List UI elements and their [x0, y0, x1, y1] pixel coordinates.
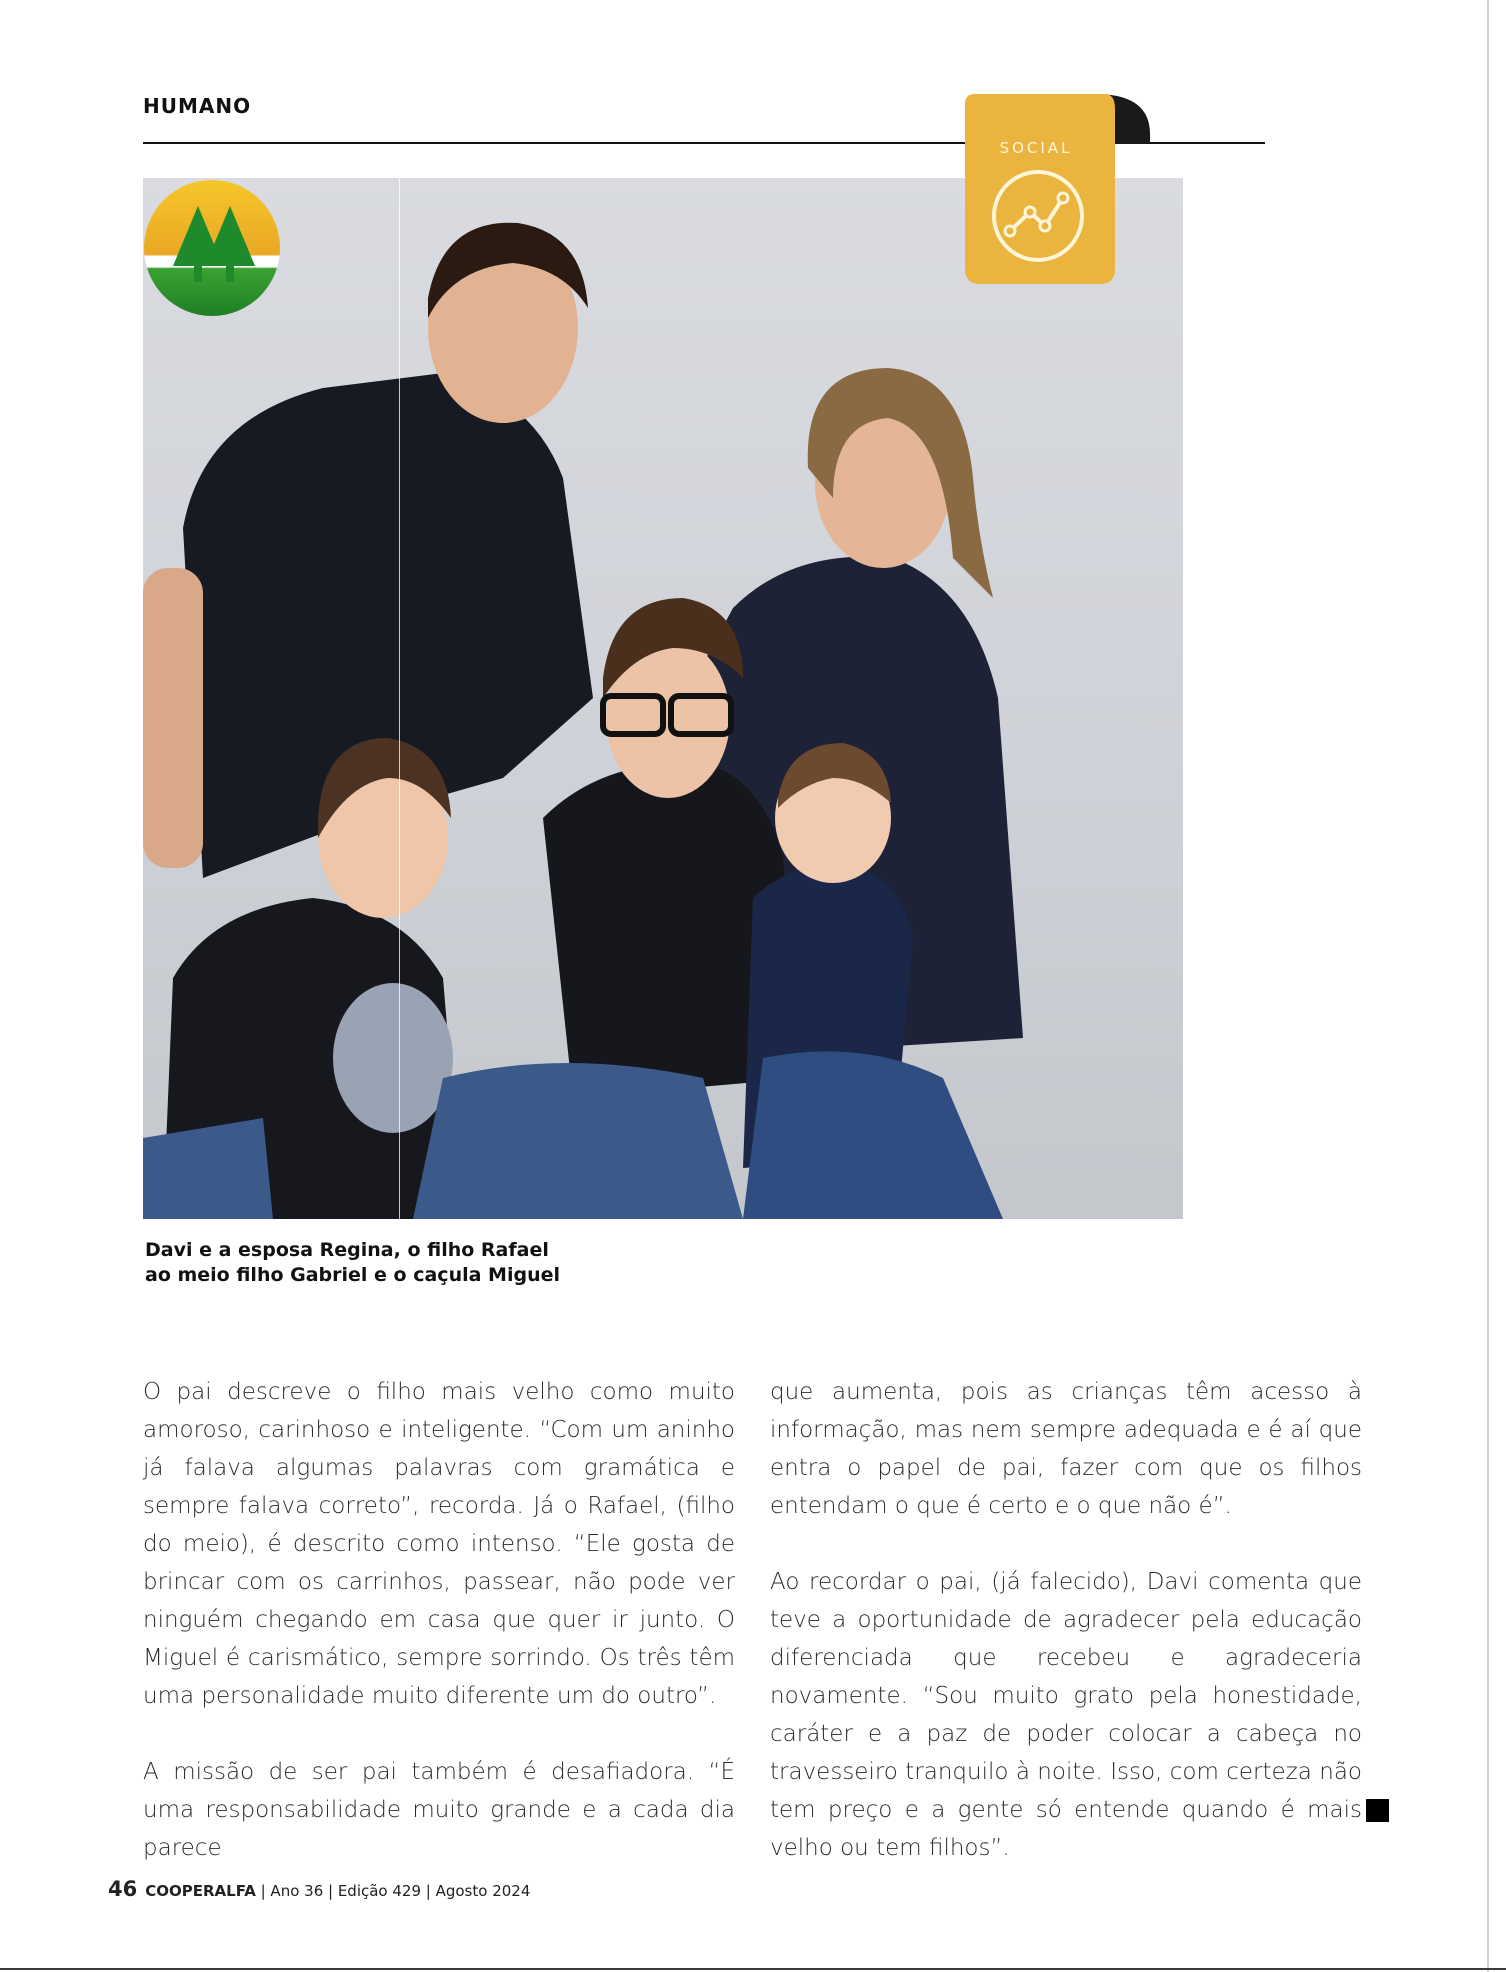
- article-column-left: [143, 1373, 735, 1905]
- social-badge-shape: [965, 94, 1150, 286]
- photo-caption-line-2: ao meio filho Gabriel e o caçula Miguel: [145, 1264, 560, 1286]
- article-end-mark: [1366, 1799, 1389, 1822]
- family-photo: [143, 178, 1183, 1219]
- family-photo-illustration: [143, 178, 1183, 1219]
- article-paragraph: A missão de ser pai também é desafiadora. “É uma responsabilidade muito grande e a cada dia parece: [143, 1759, 735, 1861]
- article-paragraph: que aumenta, pois as crianças têm acesso à informação, mas nem sempre adequada e é aí que entra o papel de pai, fazer com que os filhos entendam o que é certo e o que não é”.: [770, 1379, 1362, 1519]
- page-bottom-edge: [0, 1968, 1506, 1970]
- issue-details: | Ano 36 | Edição 429 | Agosto 2024: [255, 1882, 531, 1900]
- photo-caption: [145, 1238, 745, 1288]
- page-right-edge: [1487, 0, 1489, 1972]
- photo-guide-line: [399, 178, 400, 1219]
- page-number: 46: [108, 1877, 138, 1901]
- photo-caption-line-1: Davi e a esposa Regina, o filho Rafael: [145, 1239, 549, 1261]
- social-badge-label: SOCIAL: [999, 139, 1073, 157]
- social-badge: [965, 94, 1150, 286]
- article-paragraph: Ao recordar o pai, (já falecido), Davi comenta que teve a oportunidade de agradecer pela educação diferenciada que recebeu e agradeceria novamente. “Sou muito grato pela honestidade, caráter e a paz de poder colocar a cabeça no travesseiro tranquilo à noite. Isso, com certeza não tem preço e a gente só entende quando é mais velho ou tem filhos”.: [770, 1569, 1362, 1861]
- page-footer: [108, 1877, 530, 1901]
- article-column-right: [770, 1373, 1362, 1905]
- magazine-name: COOPERALFA: [145, 1882, 256, 1900]
- cooperalfa-logo: [144, 180, 280, 316]
- section-label: HUMANO: [143, 94, 252, 118]
- article-paragraph: O pai descreve o filho mais velho como muito amoroso, carinhoso e inteligente. “Com um aninho já falava algumas palavras com gramática e sempre falava correto”, recorda. Já o Rafael, (filho do meio), é descrito como intenso. “Ele gosta de brincar com os carrinhos, passear, não pode ver ninguém chegando em casa que quer ir junto. O Miguel é carismático, sempre sorrindo. Os três têm uma personalidade muito diferente um do outro”.: [143, 1379, 735, 1709]
